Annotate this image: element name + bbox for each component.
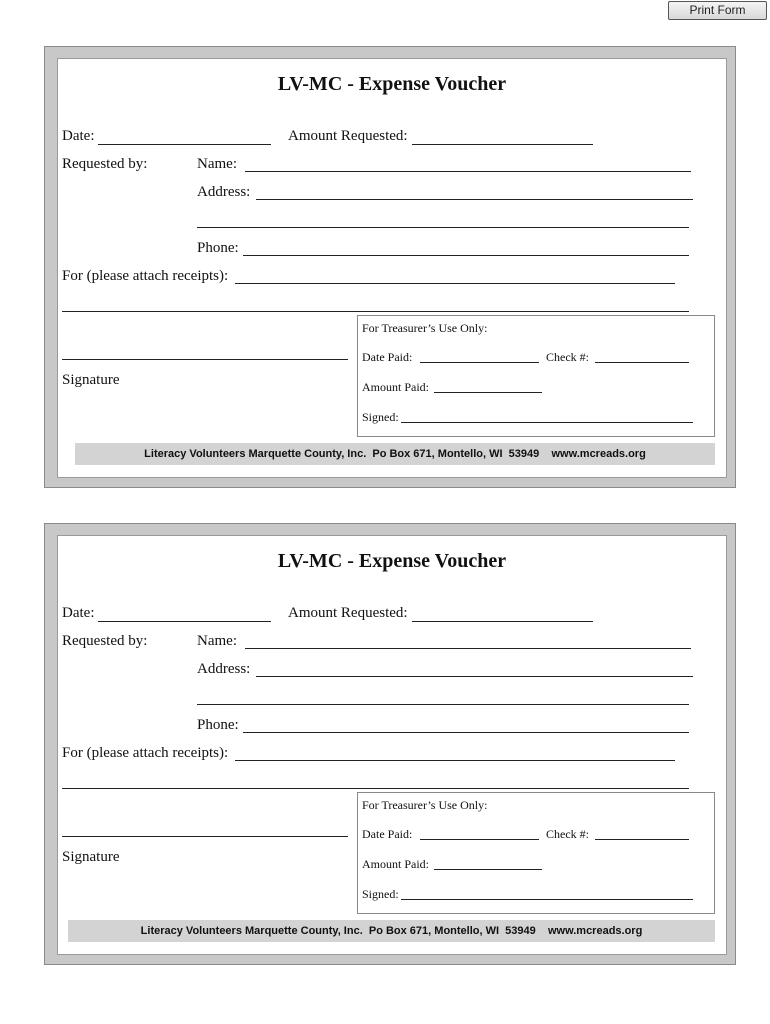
amount-requested-field[interactable] bbox=[412, 144, 593, 145]
signed-field[interactable] bbox=[401, 899, 693, 900]
amount-requested-label: Amount Requested: bbox=[288, 605, 408, 621]
name-field[interactable] bbox=[245, 171, 691, 172]
for-label: For (please attach receipts): bbox=[62, 745, 229, 761]
signature-label: Signature bbox=[62, 849, 120, 865]
requested-by-label: Requested by: bbox=[62, 633, 148, 649]
voucher-title: LV-MC - Expense Voucher bbox=[277, 73, 507, 95]
expense-voucher-1 bbox=[44, 46, 736, 488]
print-form-button[interactable]: Print Form bbox=[668, 1, 767, 20]
amount-paid-field[interactable] bbox=[434, 392, 542, 393]
organization-footer: Literacy Volunteers Marquette County, Inc. Po Box 671, Montello, WI 53949 www.mcreads.org bbox=[75, 443, 715, 465]
signature-field[interactable] bbox=[62, 359, 348, 360]
address-field[interactable] bbox=[256, 199, 693, 200]
date-label: Date: bbox=[62, 605, 95, 621]
amount-requested-label: Amount Requested: bbox=[288, 128, 408, 144]
treasurer-heading: For Treasurer’s Use Only: bbox=[362, 798, 488, 812]
address-label: Address: bbox=[197, 184, 251, 200]
check-number-label: Check #: bbox=[546, 350, 589, 364]
amount-requested-field[interactable] bbox=[412, 621, 593, 622]
treasurer-use-box bbox=[357, 792, 715, 914]
voucher-sheet bbox=[57, 535, 727, 955]
requested-by-label: Requested by: bbox=[62, 156, 148, 172]
amount-paid-label: Amount Paid: bbox=[362, 857, 430, 871]
check-number-field[interactable] bbox=[595, 362, 689, 363]
check-number-label: Check #: bbox=[546, 827, 589, 841]
date-paid-label: Date Paid: bbox=[362, 350, 413, 364]
amount-paid-label: Amount Paid: bbox=[362, 380, 430, 394]
signed-field[interactable] bbox=[401, 422, 693, 423]
address-label: Address: bbox=[197, 661, 251, 677]
date-paid-field[interactable] bbox=[420, 839, 539, 840]
phone-label: Phone: bbox=[197, 240, 239, 256]
voucher-title: LV-MC - Expense Voucher bbox=[277, 550, 507, 572]
date-field[interactable] bbox=[98, 621, 271, 622]
for-field[interactable] bbox=[235, 283, 675, 284]
name-label: Name: bbox=[197, 156, 237, 172]
address-line-2-field[interactable] bbox=[197, 227, 689, 228]
expense-voucher-2 bbox=[44, 523, 736, 965]
phone-label: Phone: bbox=[197, 717, 239, 733]
voucher-sheet bbox=[57, 58, 727, 478]
date-paid-label: Date Paid: bbox=[362, 827, 413, 841]
signature-label: Signature bbox=[62, 372, 120, 388]
address-line-2-field[interactable] bbox=[197, 704, 689, 705]
address-field[interactable] bbox=[256, 676, 693, 677]
treasurer-heading: For Treasurer’s Use Only: bbox=[362, 321, 488, 335]
date-paid-field[interactable] bbox=[420, 362, 539, 363]
for-label: For (please attach receipts): bbox=[62, 268, 229, 284]
phone-field[interactable] bbox=[243, 255, 689, 256]
signature-field[interactable] bbox=[62, 836, 348, 837]
for-field[interactable] bbox=[235, 760, 675, 761]
for-line-2-field[interactable] bbox=[62, 311, 689, 312]
signed-label: Signed: bbox=[362, 887, 399, 901]
organization-footer: Literacy Volunteers Marquette County, Inc. Po Box 671, Montello, WI 53949 www.mcreads.org bbox=[68, 920, 715, 942]
treasurer-use-box bbox=[357, 315, 715, 437]
name-field[interactable] bbox=[245, 648, 691, 649]
amount-paid-field[interactable] bbox=[434, 869, 542, 870]
check-number-field[interactable] bbox=[595, 839, 689, 840]
phone-field[interactable] bbox=[243, 732, 689, 733]
for-line-2-field[interactable] bbox=[62, 788, 689, 789]
name-label: Name: bbox=[197, 633, 237, 649]
date-label: Date: bbox=[62, 128, 95, 144]
date-field[interactable] bbox=[98, 144, 271, 145]
signed-label: Signed: bbox=[362, 410, 399, 424]
